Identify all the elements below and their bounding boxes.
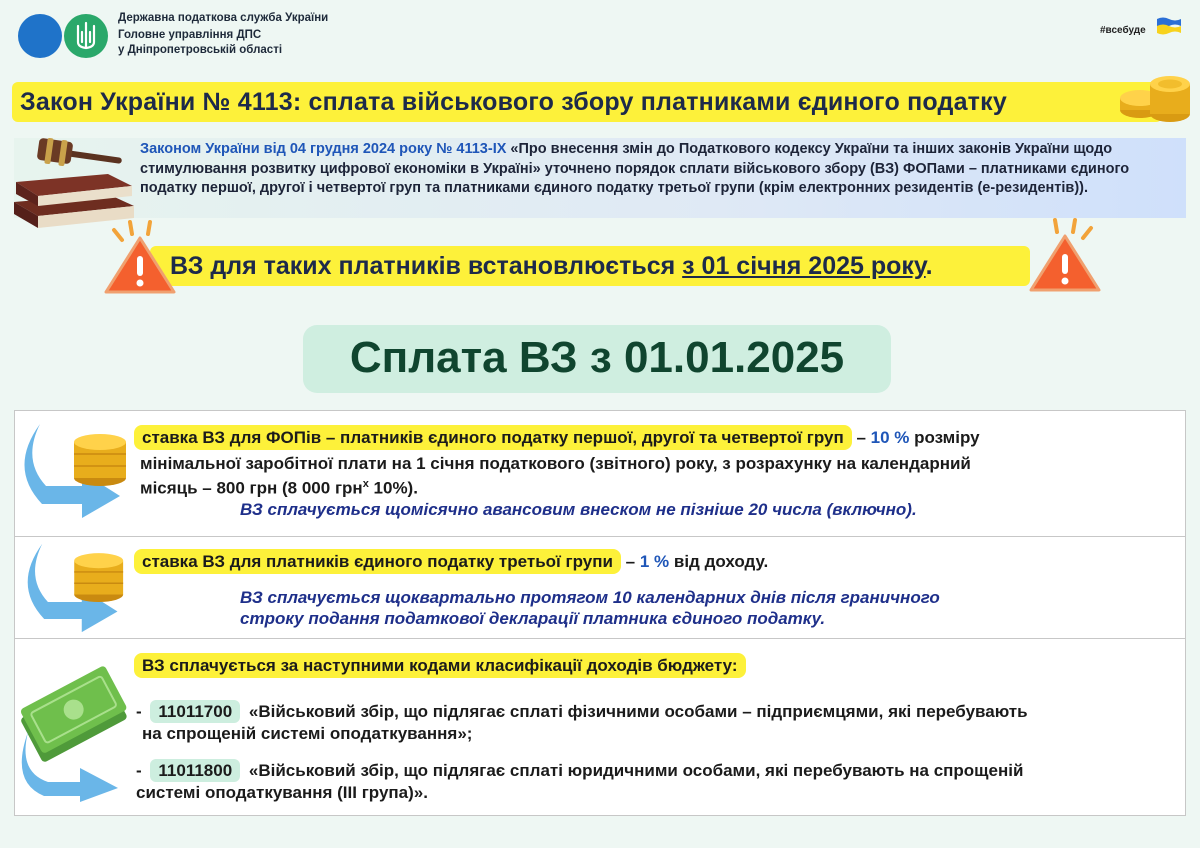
row1-times: x — [362, 478, 369, 490]
coins-icon — [1118, 66, 1194, 128]
code1-description-2: на спрощеній системі оподаткування»; — [142, 724, 473, 743]
org-region: у Дніпропетровській області — [118, 44, 283, 56]
row1-line2: мінімальної заробітної плати на 1 січня податкового (звітного) року, з розрахунку на календарний — [140, 454, 971, 473]
row1-line3a: місяць – 800 грн (8 000 грн — [140, 478, 363, 498]
org-name: Державна податкова служба України — [118, 12, 329, 24]
code1: 11011700 — [150, 700, 240, 723]
hashtag: #всебуде — [1100, 25, 1146, 36]
row2-label: ставка ВЗ для платників єдиного податку третьої групи — [134, 549, 621, 574]
coins-arrow-icon — [22, 420, 134, 520]
intro-text — [140, 140, 1180, 199]
row2-line1 — [134, 552, 768, 572]
code2-dash: - — [136, 761, 142, 780]
row1-line3b: 10%). — [368, 478, 418, 498]
intro-body: «Про внесення змін до Податкового кодексу України та інших законів України щодо стимулювання розвитку цифрової економіки в Україні» уточнено порядок сплати військового збору (ВЗ) ФОПами – платниками єдиного податку першої, другої і четвертої груп та платниками єдиного податку третьої групи (крім електронних резидентів (е-резидентів)). — [140, 141, 1130, 196]
money-arrow-icon — [18, 662, 134, 802]
law-reference: Законом України від 04 грудня 2024 року № 4113-IX — [140, 141, 507, 157]
row1-rate: 10 % — [870, 428, 910, 447]
row1-label: ставка ВЗ для ФОПів – платників єдиного податку першої, другої та четвертої груп — [134, 425, 852, 450]
row3-label: ВЗ сплачується за наступними кодами класифікації доходів бюджету: — [134, 653, 746, 678]
warning-icon — [1025, 218, 1105, 296]
row1-rest: розміру — [909, 428, 980, 447]
page-title: Закон України № 4113: сплата військового збору платниками єдиного податку — [20, 88, 1007, 116]
warning-text — [170, 252, 933, 281]
row1-line1 — [134, 428, 980, 448]
code1-line — [136, 702, 1028, 722]
row2-rest: від доходу. — [669, 552, 769, 571]
warning-end: . — [925, 252, 933, 280]
dps-logo-blue — [18, 14, 62, 58]
row-divider — [14, 536, 1186, 537]
code1-dash: - — [136, 702, 142, 721]
row2-rate: 1 % — [639, 552, 670, 571]
row1-line3 — [140, 478, 418, 499]
org-subdivision: Головне управління ДПС — [118, 29, 262, 41]
section-heading: Сплата ВЗ з 01.01.2025 — [349, 333, 845, 382]
row-divider — [14, 638, 1186, 639]
code2-description-2: системі оподаткування (ІІІ група)». — [136, 783, 428, 802]
code2-description: «Військовий збір, що підлягає сплаті юридичними особами, які перебувають на спрощеній — [248, 761, 1024, 780]
row2-note2: строку подання податкової декларації платника єдиного податку. — [240, 609, 826, 628]
trident-icon — [64, 14, 108, 58]
code2: 11011800 — [150, 759, 240, 782]
row1-dash: – — [851, 428, 871, 447]
code1-description: «Військовий збір, що підлягає сплаті фізичними особами – підприємцями, які перебувають — [248, 702, 1028, 721]
row2-dash: – — [620, 552, 640, 571]
ukraine-flag-icon — [1156, 16, 1182, 36]
law-books-gavel-icon — [8, 132, 138, 232]
coins-arrow-icon — [22, 540, 134, 634]
row2-note1: ВЗ сплачується щоквартально протягом 10 календарних днів після граничного — [240, 588, 940, 607]
warning-main: ВЗ для таких платників встановлюється — [170, 252, 683, 280]
warning-date: з 01 січня 2025 року — [682, 252, 926, 280]
row1-note: ВЗ сплачується щомісячно авансовим внеском не пізніше 20 числа (включно). — [240, 500, 917, 519]
row3-label-line — [134, 656, 746, 676]
code2-line — [136, 761, 1023, 781]
warning-icon — [100, 220, 180, 298]
